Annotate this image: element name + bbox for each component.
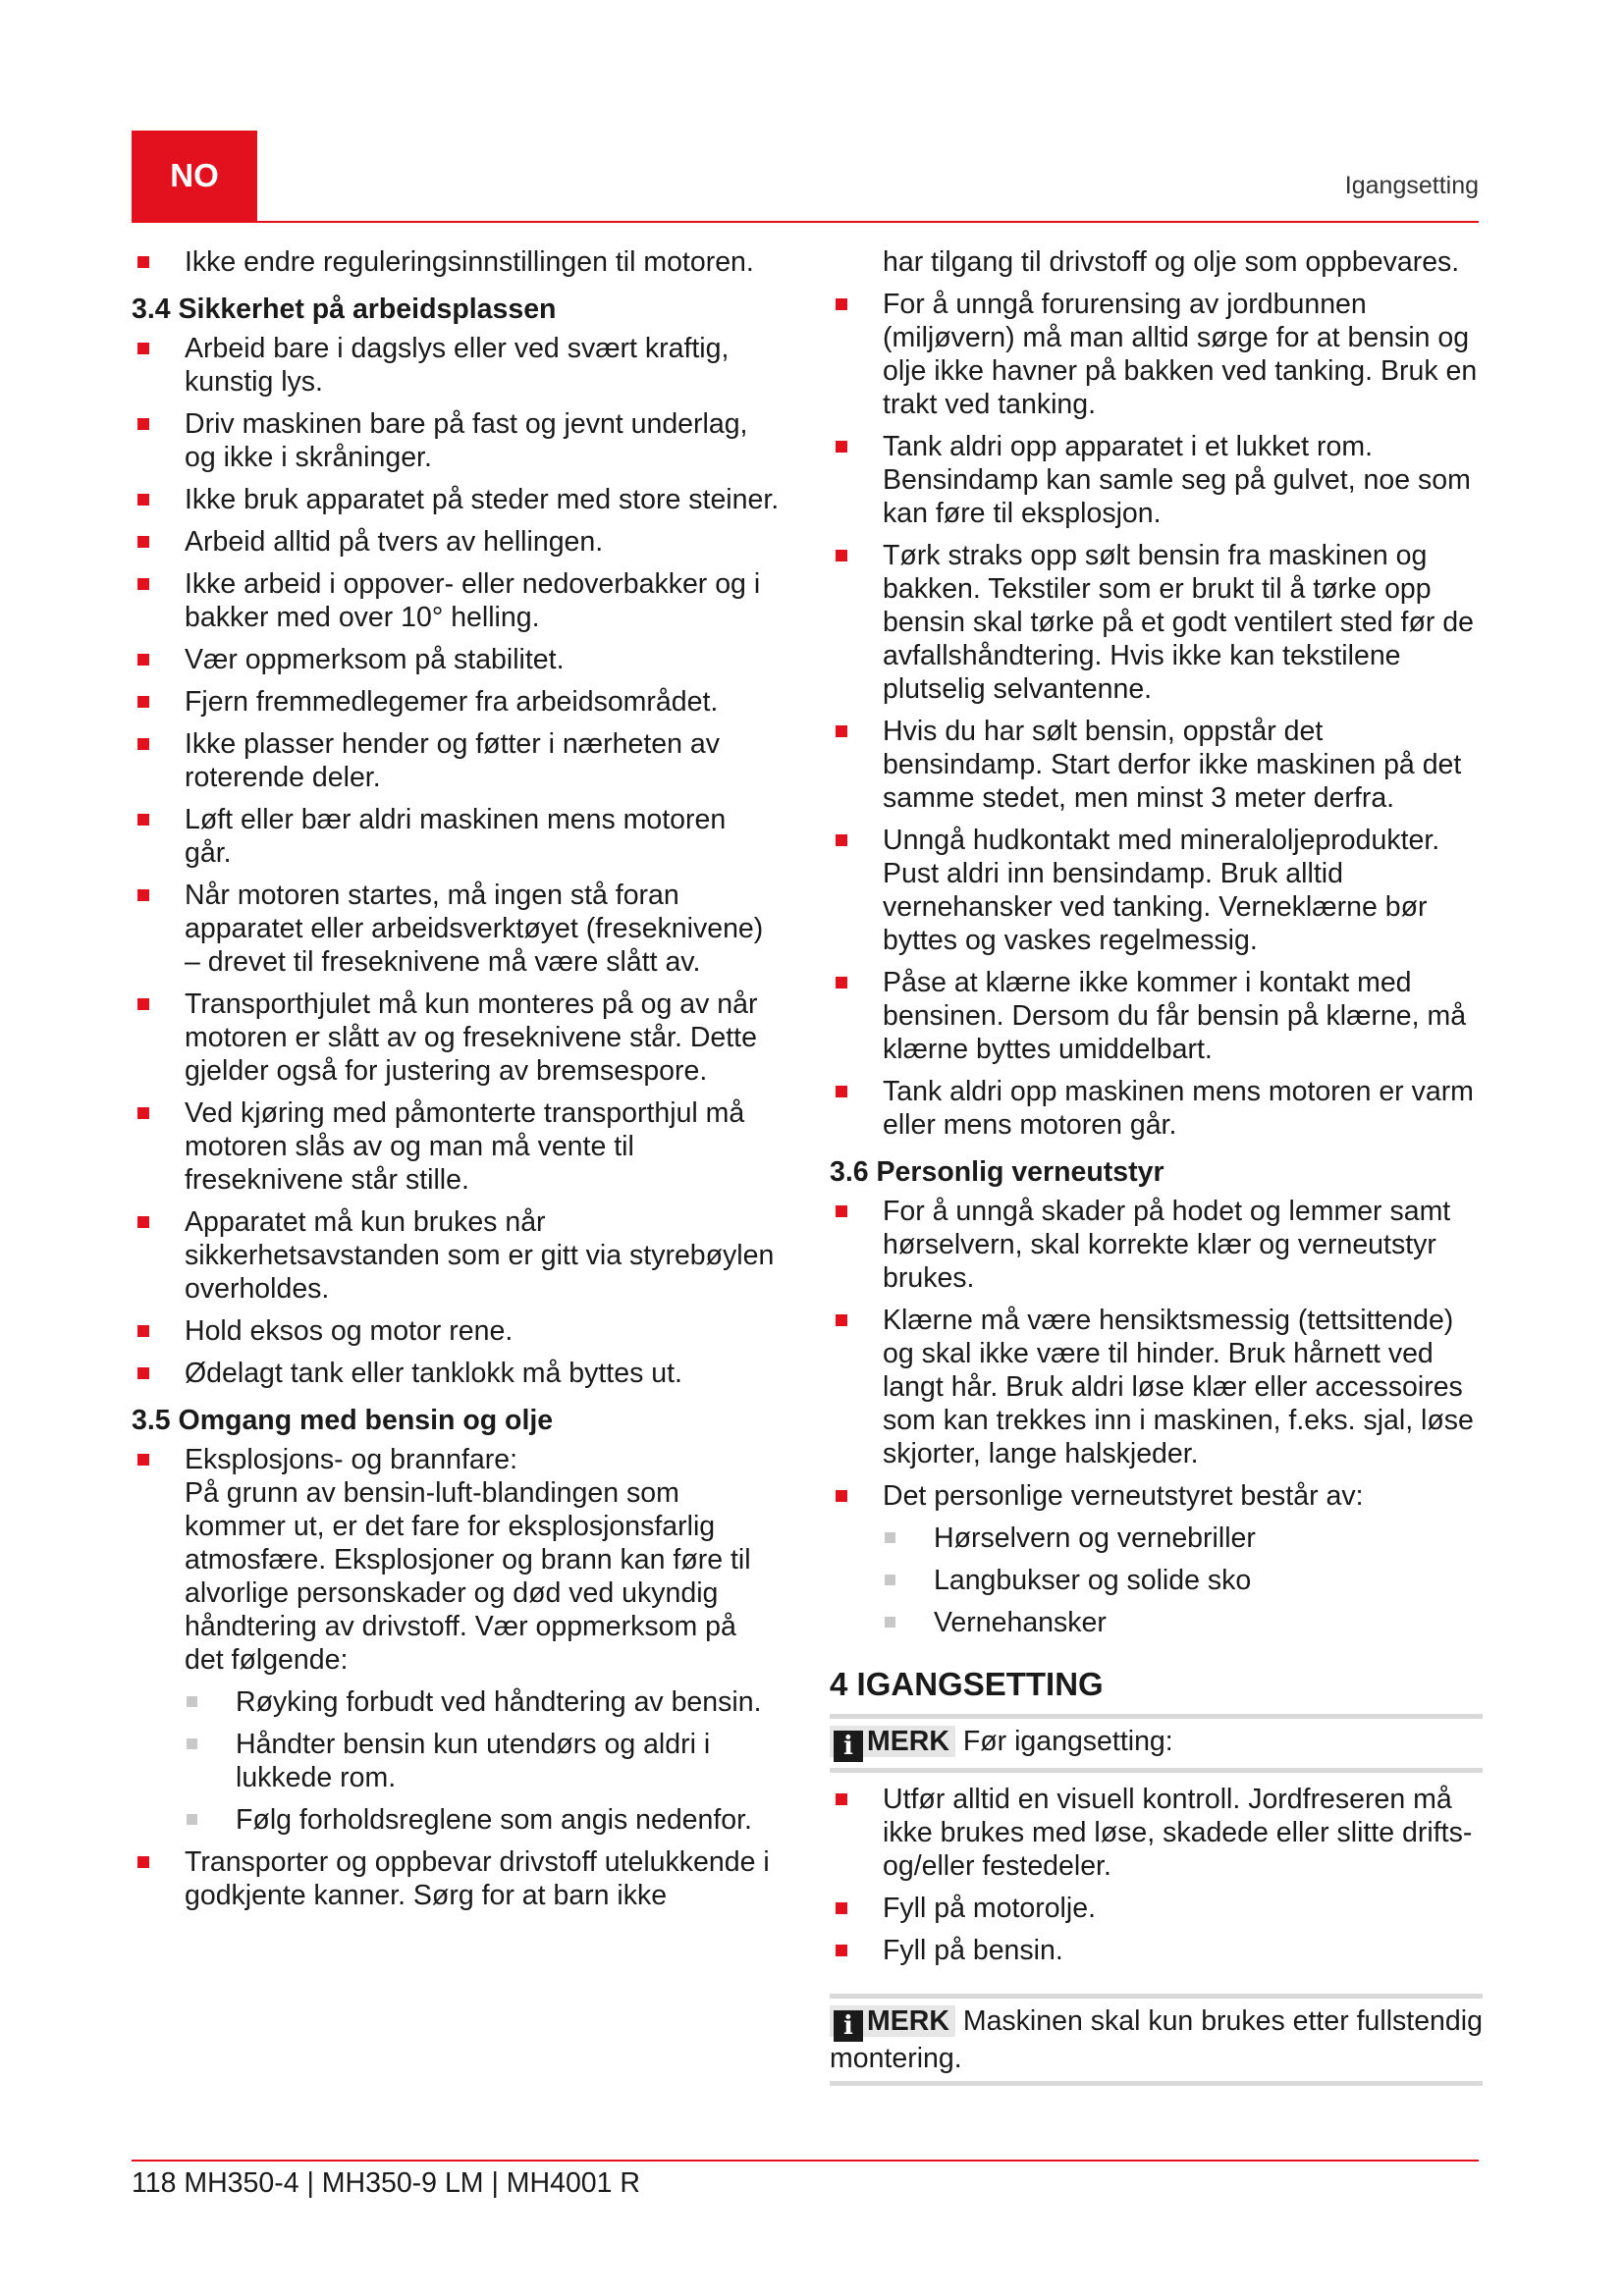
list-item: Tank aldri opp apparatet i et lukket rom. Bensindamp kan samle seg på gulvet, noe som kan føre til eksplosjon.	[830, 430, 1483, 530]
note-box	[830, 1714, 1483, 1773]
note-box	[830, 1994, 1483, 2086]
list-item: Arbeid alltid på tvers av hellingen.	[132, 525, 780, 559]
list-item: Påse at klærne ikke kommer i kontakt med bensinen. Dersom du får bensin på klærne, må klærne byttes umiddelbart.	[830, 966, 1483, 1066]
list-item: Ødelagt tank eller tanklokk må byttes ut.	[132, 1357, 780, 1390]
list-item: Transporthjulet må kun monteres på og av når motoren er slått av og freseknivene står. Dette gjelder også for justering av bremsespore.	[132, 988, 780, 1088]
list-item: Hvis du har sølt bensin, oppstår det bensindamp. Start derfor ikke maskinen på det samme stedet, men minst 3 meter derfra.	[830, 715, 1483, 815]
info-icon: i	[834, 1731, 863, 1762]
note-label: i MERK	[830, 2005, 955, 2037]
list-item: Ikke bruk apparatet på steder med store steiner.	[132, 483, 780, 516]
list-item: Transporter og oppbevar drivstoff utelukkende i godkjente kanner. Sørg for at barn ikke	[132, 1845, 780, 1912]
list-item: Ikke endre reguleringsinnstillingen til motoren.	[132, 245, 780, 279]
list-item: Tørk straks opp sølt bensin fra maskinen og bakken. Tekstiler som er brukt til å tørke opp bensin skal tørke på et godt ventilert sted før de avfallshåndtering. Hvis ikke kan tekstilene plutselig selvantenne.	[830, 539, 1483, 706]
list-item: Arbeid bare i dagslys eller ved svært kraftig, kunstig lys.	[132, 332, 780, 399]
language-badge: NO	[132, 131, 257, 221]
list-item: Ved kjøring med påmonterte transporthjul må motoren slås av og man må vente til freseknivene står stille.	[132, 1096, 780, 1197]
sub-list-item: Vernehansker	[830, 1606, 1483, 1639]
list-item: Det personlige verneutstyret består av:	[830, 1479, 1483, 1513]
list-item: Fyll på bensin.	[830, 1934, 1483, 1967]
sub-list-item: Røyking forbudt ved håndtering av bensin.	[132, 1685, 780, 1719]
note-label: i MERK	[830, 1726, 955, 1757]
header-divider	[132, 221, 1479, 223]
list-item	[132, 1443, 780, 1677]
list-item: Når motoren startes, må ingen stå foran apparatet eller arbeidsverktøyet (freseknivene) – drevet til freseknivene må være slått av.	[132, 879, 780, 979]
right-column	[830, 245, 1483, 2096]
sub-list-item: Hørselvern og vernebriller	[830, 1522, 1483, 1555]
info-icon: i	[834, 2010, 863, 2042]
list-item: Apparatet må kun brukes når sikkerhetsavstanden som er gitt via styrebøylen overholdes.	[132, 1205, 780, 1306]
list-item: Driv maskinen bare på fast og jevnt underlag, og ikke i skråninger.	[132, 407, 780, 474]
section-label: Igangsetting	[1344, 172, 1479, 199]
page-footer: 118 MH350-4 | MH350-9 LM | MH4001 R	[132, 2167, 640, 2199]
list-item: Tank aldri opp maskinen mens motoren er varm eller mens motoren går.	[830, 1075, 1483, 1142]
footer-divider	[132, 2160, 1479, 2162]
list-item: Unngå hudkontakt med mineraloljeprodukter. Pust aldri inn bensindamp. Bruk alltid vernehansker ved tanking. Verneklærne bør byttes og vaskes regelmessig.	[830, 824, 1483, 957]
sub-list-item: Håndter bensin kun utendørs og aldri i lukkede rom.	[132, 1728, 780, 1794]
section-heading-3-5: 3.5 Omgang med bensin og olje	[132, 1405, 554, 1436]
list-item-body: På grunn av bensin-luft-blandingen som kommer ut, er det fare for eksplosjonsfarlig atmosfære. Eksplosjoner og brann kan føre til alvorlige personskader og død ved ukyndig håndtering av drivstoff. Vær oppmerksom på det følgende:	[185, 1477, 751, 1676]
list-item: Utfør alltid en visuell kontroll. Jordfreseren må ikke brukes med løse, skadede eller slitte drifts- og/eller festedeler.	[830, 1783, 1483, 1883]
list-item: Klærne må være hensiktsmessig (tettsittende) og skal ikke være til hinder. Bruk hårnett ved langt hår. Bruk aldri løse klær eller accessoires som kan trekkes inn i maskinen, f.eks. sjal, løse skjorter, lange halskjeder.	[830, 1304, 1483, 1470]
list-item: Fyll på motorolje.	[830, 1892, 1483, 1925]
list-item: Vær oppmerksom på stabilitet.	[132, 643, 780, 676]
note-text: Maskinen skal kun brukes etter fullstendig montering.	[830, 2005, 1483, 2074]
chapter-heading-4: 4 IGANGSETTING	[830, 1666, 1104, 1702]
list-item: Ikke arbeid i oppover- eller nedoverbakker og i bakker med over 10° helling.	[132, 567, 780, 634]
sub-list-item: Langbukser og solide sko	[830, 1564, 1483, 1597]
list-item: For å unngå skader på hodet og lemmer samt hørselvern, skal korrekte klær og verneutstyr brukes.	[830, 1195, 1483, 1295]
section-heading-3-6: 3.6 Personlig verneutstyr	[830, 1156, 1164, 1188]
list-item: Ikke plasser hender og føtter i nærheten av roterende deler.	[132, 727, 780, 794]
note-text: Før igangsetting:	[962, 1726, 1173, 1757]
sub-list-item: Følg forholdsreglene som angis nedenfor.	[132, 1803, 780, 1837]
list-item: Fjern fremmedlegemer fra arbeidsområdet.	[132, 685, 780, 719]
list-item-head: Eksplosjons- og brannfare:	[185, 1444, 518, 1475]
list-item: Hold eksos og motor rene.	[132, 1314, 780, 1348]
left-column	[132, 245, 780, 1921]
list-item: Løft eller bær aldri maskinen mens motoren går.	[132, 803, 780, 870]
list-item: For å unngå forurensing av jordbunnen (miljøvern) må man alltid sørge for at bensin og olje ikke havner på bakken ved tanking. Bruk en trakt ved tanking.	[830, 288, 1483, 421]
list-item-continuation: har tilgang til drivstoff og olje som oppbevares.	[883, 246, 1460, 278]
section-heading-3-4: 3.4 Sikkerhet på arbeidsplassen	[132, 294, 557, 325]
